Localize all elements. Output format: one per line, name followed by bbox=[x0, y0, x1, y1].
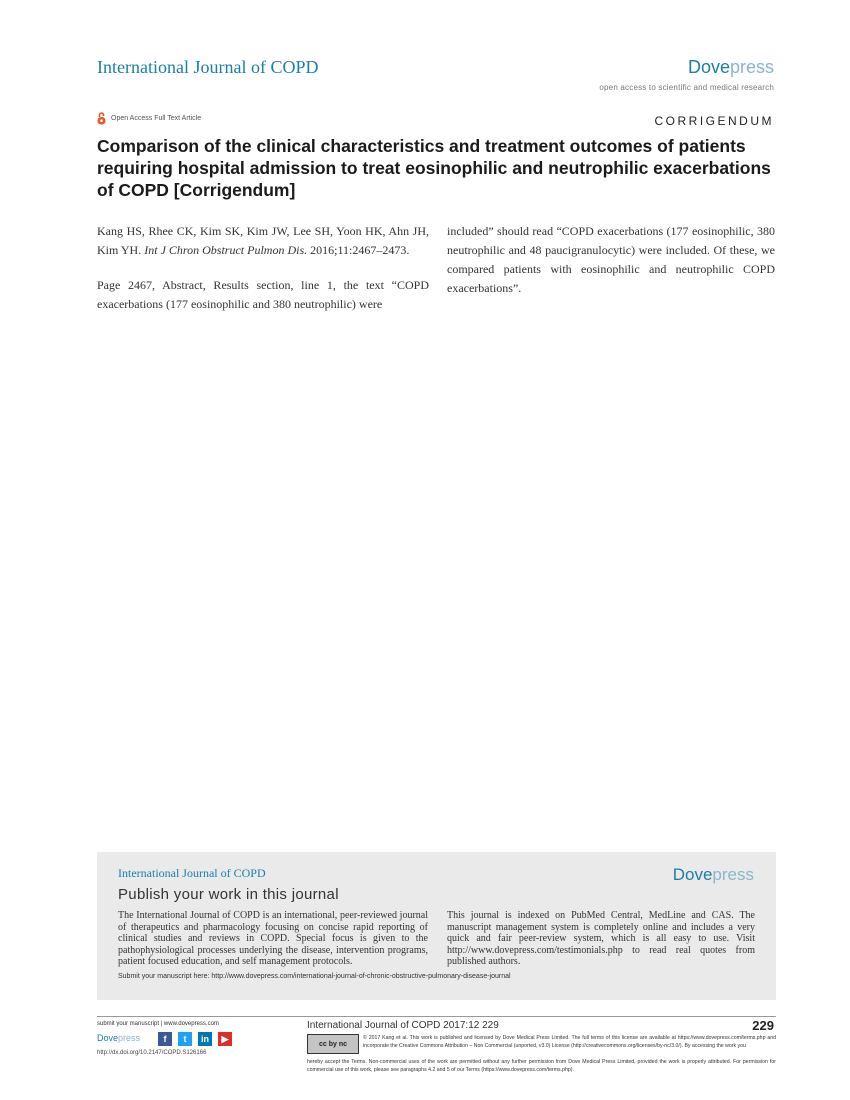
article-title: Comparison of the clinical characteristics and treatment outcomes of patients requiring hospital admission to treat eosinophilic and neutrophilic exacerbations of COPD [Corrigendum] bbox=[97, 136, 771, 200]
open-access-label: Open Access Full Text Article bbox=[111, 115, 202, 122]
reference-details: 2016;11:2467–2473. bbox=[310, 243, 410, 257]
promo-heading: Publish your work in this journal bbox=[118, 886, 339, 903]
footer-dovepress-logo[interactable] bbox=[97, 1033, 140, 1043]
dovepress-logo[interactable] bbox=[688, 57, 774, 78]
social-links bbox=[158, 1032, 232, 1046]
reference-authors: Kang HS, Rhee CK, Kim SK, Kim JW, Lee SH, Yoon HK, Ahn JH, Kim YH. bbox=[97, 224, 429, 257]
correction-paragraph-continued: included” should read “COPD exacerbations (177 eosinophilic, 380 neutrophilic and 48 paucigranulocytic) were included. Of these, we compared patients with eosinophilic and neutrophilic COPD exacerbations”. bbox=[447, 224, 775, 295]
open-access-badge bbox=[97, 112, 201, 125]
footer-citation: International Journal of COPD 2017:12 229 bbox=[307, 1020, 499, 1031]
footer-submit-link[interactable]: submit your manuscript | www.dovepress.com bbox=[97, 1021, 219, 1027]
youtube-icon[interactable]: ▶ bbox=[218, 1032, 232, 1046]
footer-logo-dove: Dove bbox=[97, 1033, 119, 1043]
reference-journal: Int J Chron Obstruct Pulmon Dis. bbox=[144, 243, 308, 257]
promo-logo-dove: Dove bbox=[672, 865, 713, 884]
creative-commons-badge[interactable] bbox=[307, 1034, 359, 1054]
open-access-lock-icon bbox=[97, 112, 106, 125]
promo-dovepress-logo[interactable] bbox=[673, 865, 754, 885]
right-column bbox=[447, 222, 775, 314]
facebook-icon[interactable]: f bbox=[158, 1032, 172, 1046]
license-text-continued: hereby accept the Terms. Non-commercial uses of the work are permitted without any further permission from Dove Medical Press Limited, provided the work is properly attributed. For permission for commercial use of this work, please see paragraphs 4.2 and 5 of our Terms (https://www.dovepress.com/terms.php). bbox=[307, 1059, 776, 1073]
footer-logo-press: press bbox=[118, 1033, 141, 1043]
promo-journal-title: International Journal of COPD bbox=[118, 866, 266, 880]
reference-paragraph bbox=[97, 222, 429, 260]
correction-paragraph: Page 2467, Abstract, Results section, line 1, the text “COPD exacerbations (177 eosinophilic and 380 neutrophilic) were bbox=[97, 278, 429, 311]
license-text: © 2017 Kang et al. This work is published and licensed by Dove Medical Press Limited. The full terms of this license are available at https://www.dovepress.com/terms.php and incorporate the Creative Commons Attribution – Non Commercial (unported, v3.0) License (http://creativecommons.org/licenses/by-nc/3.0/). By accessing the work you bbox=[363, 1035, 776, 1049]
promo-logo-press: press bbox=[712, 865, 754, 884]
cc-badge-label: cc by nc bbox=[318, 1040, 347, 1048]
promo-submit-link[interactable]: Submit your manuscript here: http://www.dovepress.com/international-journal-of-chronic-obstructive-pulmonary-disease-journal bbox=[118, 973, 511, 980]
left-column bbox=[97, 222, 429, 330]
journal-title: International Journal of COPD bbox=[97, 57, 319, 77]
twitter-icon[interactable]: t bbox=[178, 1032, 192, 1046]
linkedin-icon[interactable]: in bbox=[198, 1032, 212, 1046]
doi-link[interactable]: http://dx.doi.org/10.2147/COPD.S126166 bbox=[97, 1050, 207, 1056]
logo-press: press bbox=[729, 57, 774, 77]
publish-promo-box bbox=[97, 852, 776, 1000]
publisher-tagline: open access to scientific and medical research bbox=[599, 83, 774, 92]
promo-indexing: This journal is indexed on PubMed Central, MedLine and CAS. The manuscript management system is completely online and includes a very quick and fair peer-review system, which is all easy to use. Visit http://www.dovepress.com/testimonials.php to read real quotes from published authors. bbox=[447, 910, 755, 967]
article-type: CORRIGENDUM bbox=[654, 114, 774, 128]
page-number: 229 bbox=[752, 1018, 774, 1033]
promo-description: The International Journal of COPD is an international, peer-reviewed journal of therapeutics and pharmacology focusing on concise rapid reporting of clinical studies and reviews in COPD. Special focus is given to the pathophysiological processes underlying the disease, intervention programs, patient focused education, and self management protocols. bbox=[118, 910, 428, 967]
footer-divider bbox=[97, 1016, 776, 1017]
logo-dove: Dove bbox=[687, 57, 730, 77]
